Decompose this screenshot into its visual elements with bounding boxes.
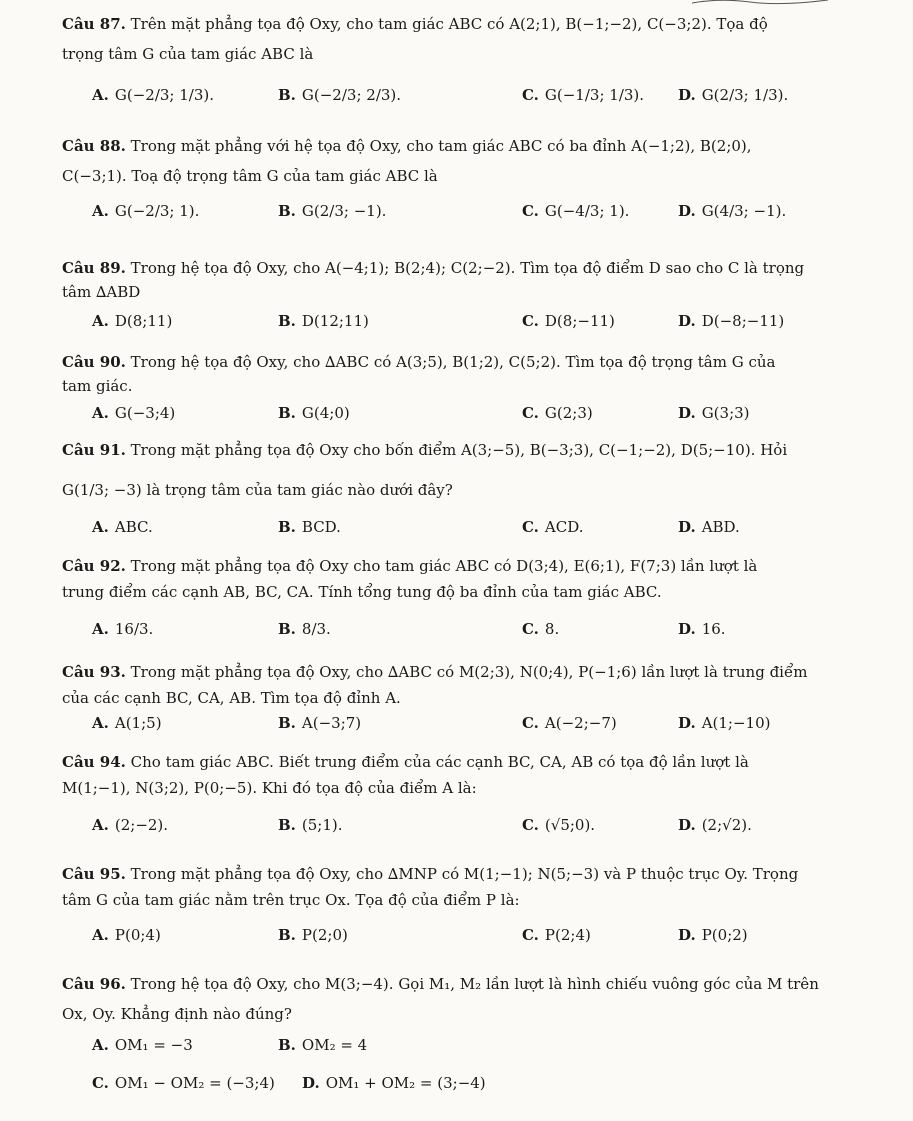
question-95-line-2: tâm G của tam giác nằm trên trục Ox. Tọa độ của điểm P là: [62,891,520,909]
question-92-line-2: trung điểm các cạnh AB, BC, CA. Tính tổng tung độ ba đỉnh của tam giác ABC. [62,583,662,601]
option-b[interactable]: B. G(4;0) [278,404,350,422]
option-d[interactable]: D. 16. [678,620,726,638]
option-c[interactable]: C. G(−4/3; 1). [522,202,630,220]
question-87-line-2: trọng tâm G của tam giác ABC là [62,45,314,63]
option-c[interactable]: C. ACD. [522,518,584,536]
question-91-options [0,512,913,542]
option-c[interactable]: C. G(2;3) [522,404,593,422]
option-b[interactable]: B. G(−2/3; 2/3). [278,86,402,104]
option-d[interactable]: D. A(1;−10) [678,714,771,732]
question-94-line-2: M(1;−1), N(3;2), P(0;−5). Khi đó tọa độ của điểm A là: [62,779,477,797]
option-b[interactable]: B. OM₂ = 4 [278,1036,368,1054]
option-a[interactable]: A. (2;−2). [92,816,169,834]
question-92-options [0,614,913,644]
question-93-line-2: của các cạnh BC, CA, AB. Tìm tọa độ đỉnh A. [62,689,401,707]
question-90-options [0,398,913,428]
option-c[interactable]: C. OM₁ − OM₂ = (−3;4) [92,1074,275,1092]
option-d[interactable]: D. (2;√2). [678,816,752,834]
option-c[interactable]: C. P(2;4) [522,926,591,944]
top-scribble [690,0,830,6]
option-c[interactable]: C. G(−1/3; 1/3). [522,86,645,104]
option-a[interactable]: A. A(1;5) [92,714,162,732]
option-b[interactable]: B. A(−3;7) [278,714,362,732]
option-d[interactable]: D. P(0;2) [678,926,748,944]
option-a[interactable]: A. ABC. [92,518,153,536]
option-a[interactable]: A. P(0;4) [92,926,161,944]
question-90-line-1: Câu 90. Trong hệ tọa độ Oxy, cho ∆ABC có A(3;5), B(1;2), C(5;2). Tìm tọa độ trọng tâm G của [62,353,776,371]
question-96-line-1: Câu 96. Trong hệ tọa độ Oxy, cho M(3;−4). Gọi M₁, M₂ lần lượt là hình chiếu vuông góc của M trên [62,975,819,993]
question-87-line-1: Câu 87. Trên mặt phẳng tọa độ Oxy, cho tam giác ABC có A(2;1), B(−1;−2), C(−3;2). Tọa độ [62,15,768,33]
option-d[interactable]: D. D(−8;−11) [678,312,785,330]
option-a[interactable]: A. G(−2/3; 1/3). [92,86,215,104]
question-94-line-1: Câu 94. Cho tam giác ABC. Biết trung điểm của các cạnh BC, CA, AB có tọa độ lần lượt là [62,753,749,771]
question-96-options-row-1 [0,1030,913,1060]
option-d[interactable]: D. G(4/3; −1). [678,202,787,220]
option-c[interactable]: C. 8. [522,620,560,638]
option-a[interactable]: A. D(8;11) [92,312,173,330]
question-88-line-1: Câu 88. Trong mặt phẳng với hệ tọa độ Oxy, cho tam giác ABC có ba đỉnh A(−1;2), B(2;0), [62,137,752,155]
option-d[interactable]: D. G(3;3) [678,404,750,422]
option-a[interactable]: A. OM₁ = −3 [92,1036,193,1054]
option-b[interactable]: B. G(2/3; −1). [278,202,387,220]
question-96-options-row-2 [0,1068,913,1098]
option-d[interactable]: D. G(2/3; 1/3). [678,86,789,104]
option-c[interactable]: C. A(−2;−7) [522,714,617,732]
option-b[interactable]: B. D(12;11) [278,312,369,330]
question-93-line-1: Câu 93. Trong mặt phẳng tọa độ Oxy, cho ∆ABC có M(2;3), N(0;4), P(−1;6) lần lượt là trung điểm [62,663,808,681]
option-a[interactable]: A. G(−3;4) [92,404,176,422]
question-88-options [0,196,913,226]
option-c[interactable]: C. D(8;−11) [522,312,615,330]
question-89-options [0,306,913,336]
option-a[interactable]: A. 16/3. [92,620,154,638]
question-89-line-2: tâm ∆ABD [62,283,141,301]
option-b[interactable]: B. P(2;0) [278,926,348,944]
option-d[interactable]: D. ABD. [678,518,740,536]
option-c[interactable]: C. (√5;0). [522,816,596,834]
question-88-line-2: C(−3;1). Toạ độ trọng tâm G của tam giác ABC là [62,167,438,185]
question-95-options [0,920,913,950]
question-91-line-2: G(1/3; −3) là trọng tâm của tam giác nào dưới đây? [62,481,453,499]
question-96-line-2: Ox, Oy. Khẳng định nào đúng? [62,1005,292,1023]
question-94-options [0,810,913,840]
question-90-line-2: tam giác. [62,377,133,395]
question-95-line-1: Câu 95. Trong mặt phẳng tọa độ Oxy, cho ∆MNP có M(1;−1); N(5;−3) và P thuộc trục Oy. Trọng [62,865,799,883]
question-93-options [0,708,913,738]
question-92-line-1: Câu 92. Trong mặt phẳng tọa độ Oxy cho tam giác ABC có D(3;4), E(6;1), F(7;3) lần lượt là [62,557,758,575]
option-b[interactable]: B. 8/3. [278,620,331,638]
option-b[interactable]: B. BCD. [278,518,341,536]
option-b[interactable]: B. (5;1). [278,816,343,834]
option-a[interactable]: A. G(−2/3; 1). [92,202,200,220]
question-89-line-1: Câu 89. Trong hệ tọa độ Oxy, cho A(−4;1); B(2;4); C(2;−2). Tìm tọa độ điểm D sao cho C là trọng [62,259,805,277]
question-91-line-1: Câu 91. Trong mặt phẳng tọa độ Oxy cho bốn điểm A(3;−5), B(−3;3), C(−1;−2), D(5;−10). Hỏi [62,441,788,459]
question-87-options [0,80,913,110]
option-d[interactable]: D. OM₁ + OM₂ = (3;−4) [302,1074,486,1092]
